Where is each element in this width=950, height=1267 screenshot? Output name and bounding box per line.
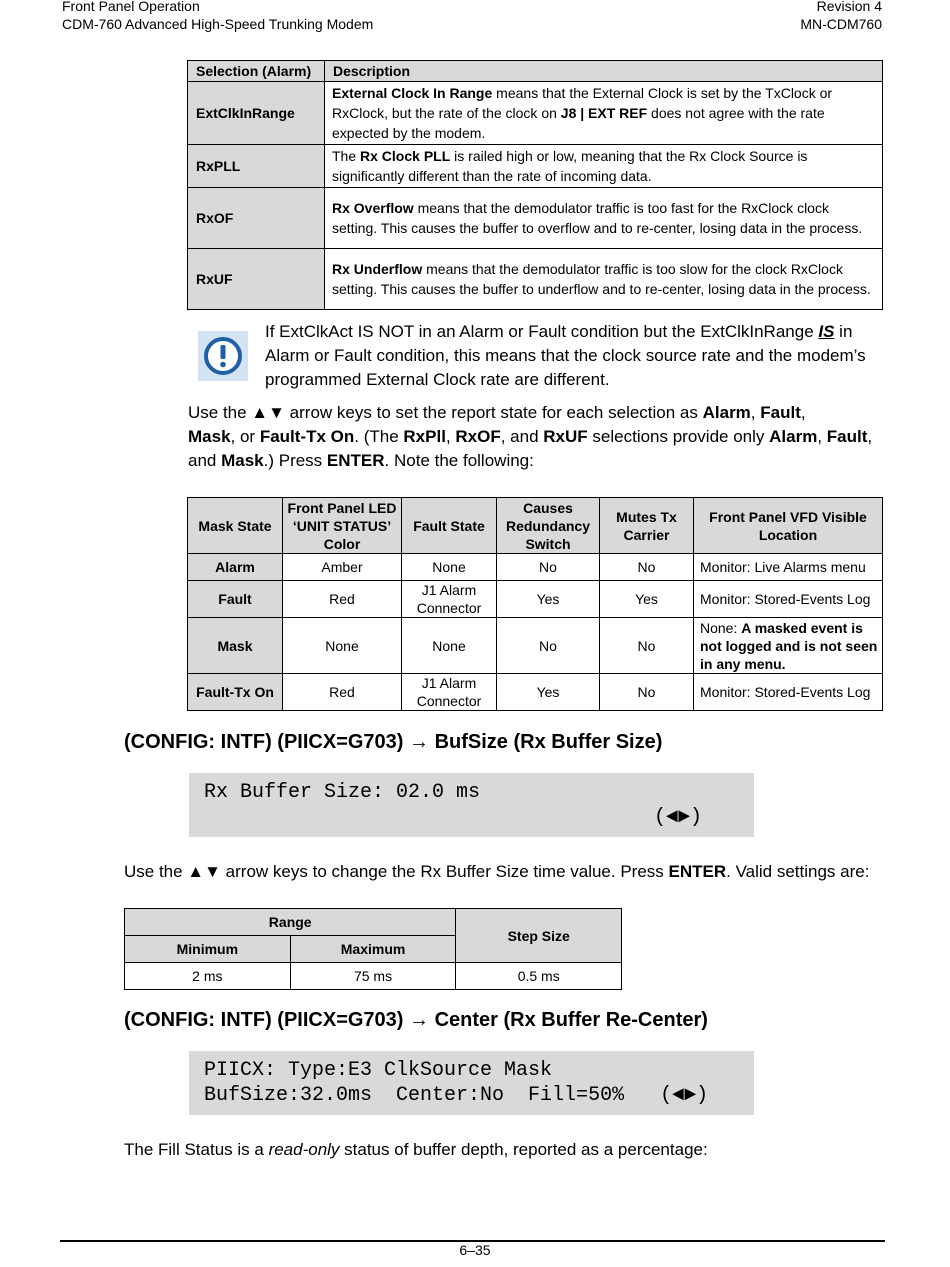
description-cell: Rx Underflow means that the demodulator traffic is too slow for the clock RxClock setting. This causes the buffer to underflow and to re-center, losing data in the process. <box>325 249 883 310</box>
section-heading-center: (CONFIG: INTF) (PIICX=G703) → Center (Rx Buffer Re-Center) <box>124 1009 708 1031</box>
header-right <box>800 0 882 33</box>
page-number: 6–35 <box>459 1242 491 1258</box>
switch-cell: No <box>497 554 600 581</box>
switch-cell: No <box>497 618 600 674</box>
section-title: Front Panel Operation <box>62 0 200 14</box>
table-row <box>188 188 883 249</box>
table-row <box>188 618 883 674</box>
selection-cell: ExtClkInRange <box>188 82 325 145</box>
vfd-line: Rx Buffer Size: 02.0 ms <box>204 781 481 804</box>
info-exclamation-icon <box>198 331 248 381</box>
table-header: Mask State <box>188 498 283 554</box>
vfd-display-center <box>189 1051 754 1115</box>
vfd-line: BufSize:32.0ms Center:No Fill=50% (◄►) <box>204 1084 709 1107</box>
location-cell: Monitor: Live Alarms menu <box>694 554 883 581</box>
table-header: Minimum <box>125 936 291 963</box>
table-header: Fault State <box>402 498 497 554</box>
min-cell: 2 ms <box>125 963 291 990</box>
range-table <box>124 908 622 990</box>
instruction-paragraph: Use the ▲▼ arrow keys to change the Rx Buffer Size time value. Press ENTER. Valid settings are: <box>124 862 870 881</box>
vfd-line: PIICX: Type:E3 ClkSource Mask <box>204 1059 553 1082</box>
table-row <box>188 674 883 711</box>
table-row <box>188 145 883 188</box>
table-row <box>188 581 883 618</box>
table-header: Mutes Tx Carrier <box>600 498 694 554</box>
header-left <box>62 0 373 33</box>
step-cell: 0.5 ms <box>456 963 622 990</box>
selection-cell: RxPLL <box>188 145 325 188</box>
location-cell: Monitor: Stored-Events Log <box>694 581 883 618</box>
table-header: Selection (Alarm) <box>188 61 325 82</box>
selection-cell: RxUF <box>188 249 325 310</box>
switch-cell: Yes <box>497 581 600 618</box>
mutes-cell: No <box>600 554 694 581</box>
table-row <box>188 554 883 581</box>
mask-state-cell: Fault <box>188 581 283 618</box>
table-header: Description <box>325 61 883 82</box>
table-header: Step Size <box>456 909 622 963</box>
instruction-paragraph: Use the ▲▼ arrow keys to set the report state for each selection as Alarm, Fault, Mask, or Fault-Tx On. (The RxPll, RxOF, and RxUF selections provide only Alarm, Fault, and Mask.) Press ENTER. Note the following: <box>188 403 873 470</box>
mask-state-table <box>187 497 883 711</box>
alarm-selection-table <box>187 60 883 310</box>
led-cell: Red <box>283 581 402 618</box>
section-heading-bufsize: (CONFIG: INTF) (PIICX=G703) → BufSize (Rx Buffer Size) <box>124 731 663 753</box>
location-cell: None: A masked event is not logged and is not seen in any menu. <box>694 618 883 674</box>
vfd-line: (◄►) <box>653 806 702 829</box>
table-row <box>188 82 883 145</box>
switch-cell: Yes <box>497 674 600 711</box>
mask-state-cell: Mask <box>188 618 283 674</box>
table-header: Front Panel VFD Visible Location <box>694 498 883 554</box>
max-cell: 75 ms <box>290 963 456 990</box>
description-cell: The Rx Clock PLL is railed high or low, meaning that the Rx Clock Source is significantly different than the rate of incoming data. <box>325 145 883 188</box>
table-row <box>188 249 883 310</box>
table-header: Maximum <box>290 936 456 963</box>
table-header: Front Panel LED ‘UNIT STATUS’ Color <box>283 498 402 554</box>
note-text: If ExtClkAct IS NOT in an Alarm or Fault condition but the ExtClkInRange IS in Alarm or Fault condition, this means that the clock source rate and the modem’s programmed External Clock rate are different. <box>265 322 866 389</box>
fault-cell: None <box>402 618 497 674</box>
selection-cell: RxOF <box>188 188 325 249</box>
led-cell: Red <box>283 674 402 711</box>
revision-label: Revision 4 <box>816 0 882 14</box>
product-title: CDM-760 Advanced High-Speed Trunking Modem <box>62 16 374 32</box>
table-header: Range <box>125 909 456 936</box>
mask-state-cell: Fault-Tx On <box>188 674 283 711</box>
description-cell: Rx Overflow means that the demodulator traffic is too fast for the RxClock clock setting. This causes the buffer to overflow and to re-center, losing data in the process. <box>325 188 883 249</box>
mutes-cell: Yes <box>600 581 694 618</box>
led-cell: None <box>283 618 402 674</box>
fill-status-paragraph: The Fill Status is a read-only status of buffer depth, reported as a percentage: <box>124 1140 708 1159</box>
led-cell: Amber <box>283 554 402 581</box>
table-row <box>125 963 622 990</box>
fault-cell: J1 Alarm Connector <box>402 674 497 711</box>
mask-state-cell: Alarm <box>188 554 283 581</box>
mutes-cell: No <box>600 618 694 674</box>
description-cell: External Clock In Range means that the External Clock is set by the TxClock or RxClock, but the rate of the clock on J8 | EXT REF does not agree with the rate expected by the modem. <box>325 82 883 145</box>
vfd-display-bufsize <box>189 773 754 837</box>
fault-cell: J1 Alarm Connector <box>402 581 497 618</box>
fault-cell: None <box>402 554 497 581</box>
table-header: Causes Redundancy Switch <box>497 498 600 554</box>
manual-number: MN-CDM760 <box>800 16 882 32</box>
location-cell: Monitor: Stored-Events Log <box>694 674 883 711</box>
mutes-cell: No <box>600 674 694 711</box>
